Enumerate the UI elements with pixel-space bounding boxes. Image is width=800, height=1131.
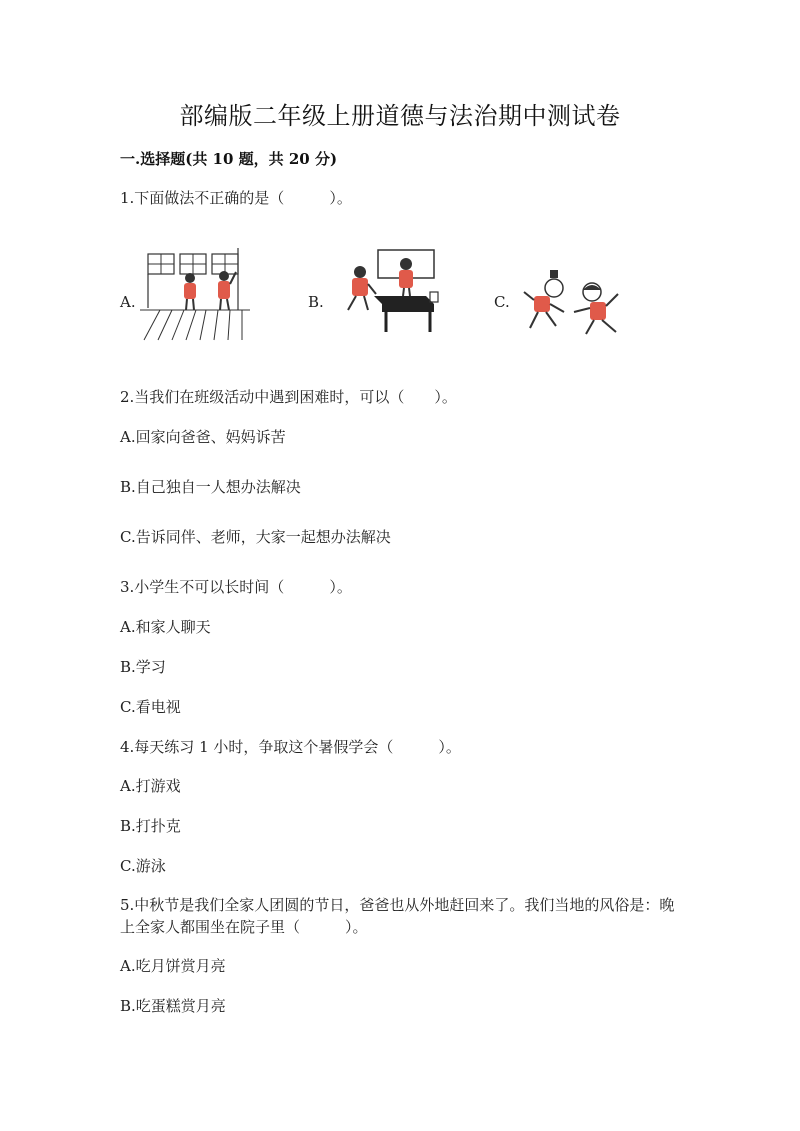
question-1-stem: 1.下面做法不正确的是（ ）。 <box>120 189 352 207</box>
question-2-stem: 2.当我们在班级活动中遇到困难时，可以（ ）。 <box>120 388 457 406</box>
question-3-option-a: A.和家人聊天 <box>120 618 211 636</box>
question-1-option-c-label: C. <box>494 293 510 311</box>
question-4-option-a: A.打游戏 <box>120 777 181 795</box>
section-heading: 一.选择题(共 10 题，共 20 分) <box>120 150 338 168</box>
question-3-stem: 3.小学生不可以长时间（ ）。 <box>120 578 352 596</box>
question-5-option-a: A.吃月饼赏月亮 <box>120 957 226 975</box>
question-3-option-c: C.看电视 <box>120 698 181 716</box>
question-2-option-b: B.自己独自一人想办法解决 <box>120 478 301 496</box>
children-climbing-window-illustration <box>140 248 250 348</box>
question-5-stem: 5.中秋节是我们全家人团圆的节日，爸爸也从外地赶回来了。我们当地的风俗是：晚上全家人都围坐在院子里（ ）。 <box>120 896 675 936</box>
question-3-option-b: B.学习 <box>120 658 166 676</box>
child-cleaning-classroom-illustration <box>334 248 444 348</box>
question-1-option-a-label: A. <box>120 293 136 311</box>
children-fighting-illustration <box>516 248 626 348</box>
question-5-option-b: B.吃蛋糕赏月亮 <box>120 997 226 1015</box>
question-2-option-a: A.回家向爸爸、妈妈诉苦 <box>120 428 286 446</box>
page-title: 部编版二年级上册道德与法治期中测试卷 <box>179 102 621 130</box>
question-4-option-b: B.打扑克 <box>120 817 181 835</box>
question-4-stem: 4.每天练习 1 小时，争取这个暑假学会（ ）。 <box>120 738 461 756</box>
question-2-option-c: C.告诉同伴、老师，大家一起想办法解决 <box>120 528 391 546</box>
question-1-option-b-label: B. <box>308 293 324 311</box>
question-4-option-c: C.游泳 <box>120 857 166 875</box>
